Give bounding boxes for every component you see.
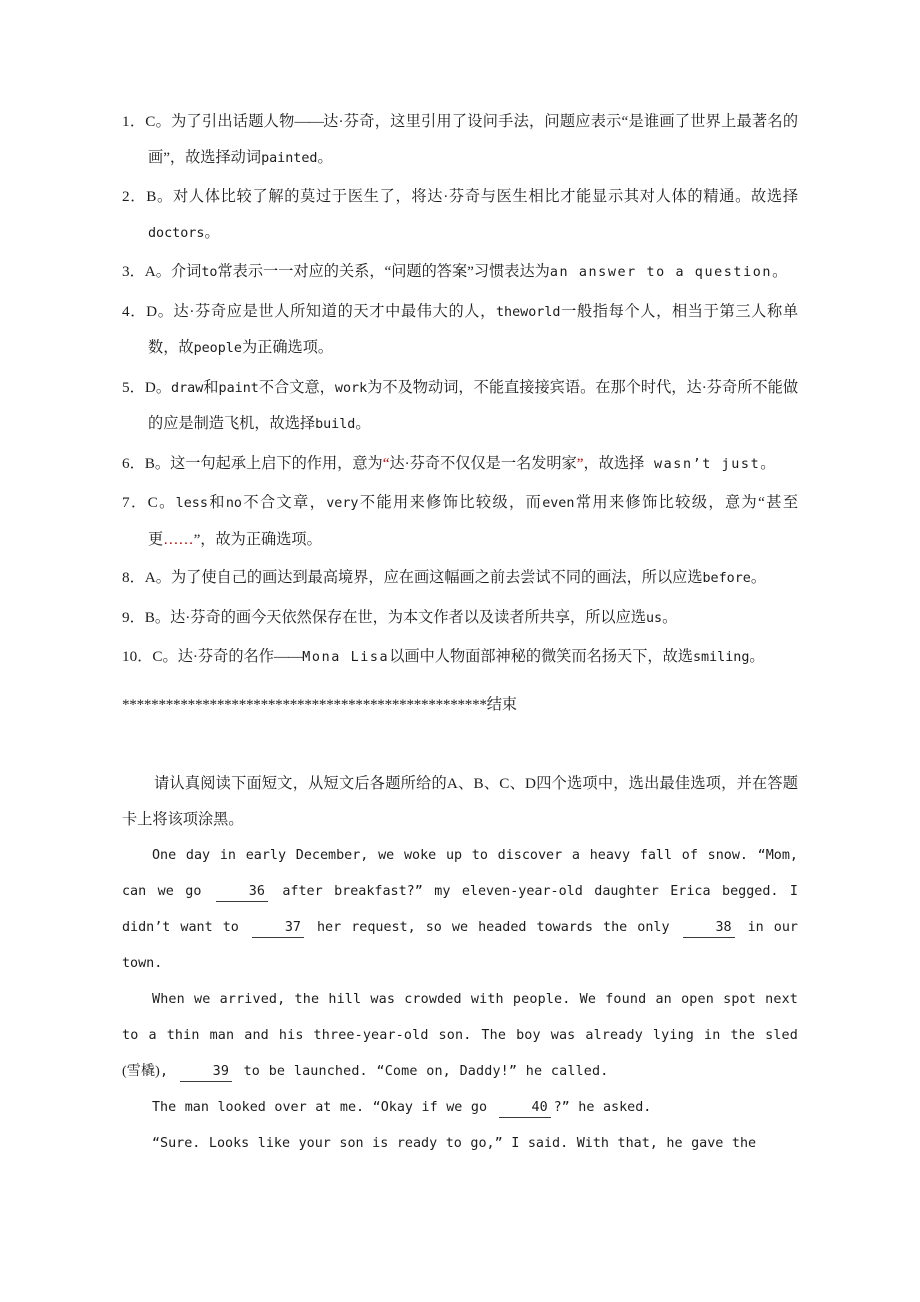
passage-text: “Sure. Looks like your son is ready to go,” I said. With that, he gave the bbox=[152, 1135, 757, 1151]
answer-text-segment: an answer to a question bbox=[549, 265, 773, 280]
answer-text-segment: 常用来修饰比较级，意为“甚至更 bbox=[148, 494, 799, 548]
answer-number: 2． bbox=[122, 188, 147, 205]
answer-text-segment: 。 bbox=[317, 148, 333, 166]
answer-text-segment: 达·芬奇的名作 bbox=[177, 648, 274, 665]
passage-blank[interactable]: 37 bbox=[252, 919, 304, 938]
answer-text-segment: 。 bbox=[760, 454, 776, 472]
answer-item bbox=[122, 485, 798, 557]
divider-end-label: 结束 bbox=[486, 695, 517, 713]
answer-number: 7． bbox=[122, 494, 148, 511]
answer-text-segment: 这一句起承上启下的作用，意为 bbox=[170, 454, 383, 472]
answer-text-segment: 一般指每个人，相当于第三人称单数，故 bbox=[148, 302, 799, 356]
passage-text: to be launched. “Come on, Daddy!” he called. bbox=[234, 1063, 609, 1079]
answer-explanations-list bbox=[122, 104, 798, 676]
answer-number: 9． bbox=[122, 608, 145, 626]
answer-text-segment: build bbox=[315, 417, 356, 432]
answer-text-segment: no bbox=[225, 496, 242, 511]
answer-text-segment: Mona Lisa bbox=[302, 650, 390, 665]
answer-text-segment: 。 bbox=[772, 263, 788, 280]
answer-text-segment: 为了引出话题人物 bbox=[171, 113, 295, 130]
answer-text-segment: less bbox=[175, 496, 208, 511]
answer-text-segment: 为不及物动词，不能直接接宾语。在那个时代，达·芬奇所不能做的应是制造飞机，故选择 bbox=[148, 378, 799, 432]
passage-text: When we arrived, the hill was crowded with people. We found an open spot next to a thin man and his three-year-old son. The boy was already lying in the sled bbox=[122, 991, 798, 1043]
answer-text-segment: 不能用来修饰比较级，而 bbox=[358, 494, 543, 511]
answer-text-segment: ” bbox=[576, 454, 584, 472]
answer-text-segment: 达·芬奇不仅仅是一名发明家 bbox=[389, 454, 577, 472]
section-spacer bbox=[122, 722, 798, 766]
answer-text-segment: 和 bbox=[203, 378, 219, 396]
answer-text-segment: 达·芬奇的画今天依然保存在世，为本文作者以及读者所共享，所以应选 bbox=[170, 608, 646, 626]
passage-paragraph bbox=[122, 982, 798, 1090]
passage-blank[interactable]: 38 bbox=[683, 919, 735, 938]
reading-passage bbox=[122, 838, 798, 1162]
answer-number: 8． bbox=[122, 569, 145, 586]
answer-item bbox=[122, 560, 798, 597]
answer-text-segment: us bbox=[645, 610, 663, 626]
answer-text-segment: paint bbox=[218, 380, 259, 396]
answer-text-segment: 。 bbox=[749, 648, 765, 665]
section-divider bbox=[122, 688, 798, 722]
passage-text: ?” he asked. bbox=[553, 1099, 652, 1115]
answer-text-segment: wasn’t just bbox=[644, 456, 761, 472]
passage-blank[interactable]: 40 bbox=[499, 1099, 551, 1118]
answer-item bbox=[122, 370, 798, 443]
answer-choice-letter: D。 bbox=[146, 302, 174, 320]
answer-text-segment: 达·芬奇，这里引用了设问手法，问题应表示“是谁画了世界上最著名的画”，故选择动词 bbox=[148, 113, 799, 166]
answer-choice-letter: C。 bbox=[147, 494, 176, 511]
answer-text-segment: ”，故为正确选项。 bbox=[193, 530, 322, 548]
chinese-gloss: (雪橇) bbox=[122, 1063, 160, 1079]
answer-number: 6． bbox=[122, 454, 145, 472]
answer-number: 1． bbox=[122, 113, 146, 130]
answer-text-segment: doctors bbox=[148, 225, 205, 241]
answer-text-segment: very bbox=[326, 496, 359, 511]
answer-choice-letter: B。 bbox=[144, 608, 171, 626]
passage-blank[interactable]: 36 bbox=[216, 883, 268, 902]
answer-text-segment: —— bbox=[294, 113, 323, 130]
document-body bbox=[122, 104, 798, 1162]
answer-choice-letter: C。 bbox=[145, 113, 172, 130]
answer-item bbox=[122, 639, 798, 676]
answer-text-segment: 以画中人物面部神秘的微笑而名扬天下，故选 bbox=[389, 648, 693, 665]
answer-text-segment: —— bbox=[273, 648, 303, 665]
answer-text-segment: 达·芬奇应是世人所知道的天才中最伟大的人， bbox=[173, 302, 496, 320]
answer-text-segment: 。 bbox=[662, 608, 678, 626]
answer-item bbox=[122, 294, 798, 367]
answer-item bbox=[122, 446, 798, 483]
answer-choice-letter: A。 bbox=[144, 263, 171, 280]
answer-choice-letter: B。 bbox=[146, 188, 173, 205]
passage-text: in our town. bbox=[122, 919, 798, 971]
answer-text-segment: painted bbox=[261, 150, 318, 166]
answer-text-segment: 。 bbox=[355, 415, 371, 432]
reading-instruction: 请认真阅读下面短文，从短文后各题所给的A、B、C、D四个选项中，选出最佳选项，并在答题卡上将该项涂黑。 bbox=[122, 774, 798, 828]
answer-text-segment: …… bbox=[163, 530, 194, 548]
answer-text-segment: ，故选择 bbox=[583, 454, 645, 472]
answer-text-segment: 常表示一一对应的关系，“问题的答案”习惯表达为 bbox=[217, 263, 550, 280]
answer-text-segment: 和 bbox=[207, 494, 226, 511]
answer-text-segment: draw bbox=[171, 380, 204, 396]
passage-text: The man looked over at me. “Okay if we go bbox=[152, 1099, 496, 1115]
answer-text-segment: work bbox=[334, 380, 368, 396]
answer-text-segment: people bbox=[193, 341, 242, 356]
answer-number: 5． bbox=[122, 378, 145, 396]
passage-text: One day in early December, we woke up to discover a heavy fall of snow. “Mom, can we go bbox=[122, 847, 798, 899]
answer-item bbox=[122, 600, 798, 637]
answer-text-segment: 。 bbox=[750, 569, 767, 586]
answer-text-segment: “ bbox=[382, 454, 390, 472]
answer-choice-letter: A。 bbox=[144, 569, 171, 586]
answer-choice-letter: D。 bbox=[144, 378, 172, 396]
passage-text: her request, so we headed towards the only bbox=[306, 919, 680, 935]
answer-text-segment: 对人体比较了解的莫过于医生了，将达·芬奇与医生相比才能显示其对人体的精通。故选择 bbox=[172, 188, 799, 205]
answer-text-segment: theworld bbox=[495, 304, 561, 320]
answer-text-segment: even bbox=[542, 496, 575, 511]
answer-item bbox=[122, 254, 798, 291]
passage-paragraph bbox=[122, 838, 798, 982]
answer-text-segment: smiling bbox=[692, 650, 750, 665]
answer-item bbox=[122, 179, 798, 251]
answer-text-segment: 不合文章， bbox=[242, 494, 327, 511]
answer-text-segment: 。 bbox=[204, 223, 220, 241]
answer-text-segment: to bbox=[201, 265, 218, 280]
answer-text-segment: 介词 bbox=[170, 263, 202, 280]
answer-text-segment: 不合文意， bbox=[258, 378, 335, 396]
answer-item bbox=[122, 104, 798, 176]
answer-number: 10． bbox=[122, 648, 153, 665]
answer-text-segment: 为正确选项。 bbox=[241, 339, 334, 356]
passage-blank[interactable]: 39 bbox=[180, 1063, 232, 1082]
answer-number: 3． bbox=[122, 263, 145, 280]
passage-text: after breakfast?” my eleven-year-old daughter Erica begged. I didn’t want to bbox=[122, 883, 798, 935]
answer-choice-letter: B。 bbox=[144, 454, 171, 472]
asterisk-divider: ************************************************** bbox=[122, 695, 487, 713]
answer-number: 4． bbox=[122, 302, 147, 320]
passage-paragraph bbox=[122, 1090, 798, 1126]
answer-text-segment: before bbox=[702, 571, 751, 586]
answer-choice-letter: C。 bbox=[152, 648, 178, 665]
passage-text: , bbox=[159, 1063, 177, 1079]
passage-paragraph bbox=[122, 1126, 798, 1162]
answer-text-segment: 为了使自己的画达到最高境界，应在画这幅画之前去尝试不同的画法，所以应选 bbox=[170, 569, 703, 586]
